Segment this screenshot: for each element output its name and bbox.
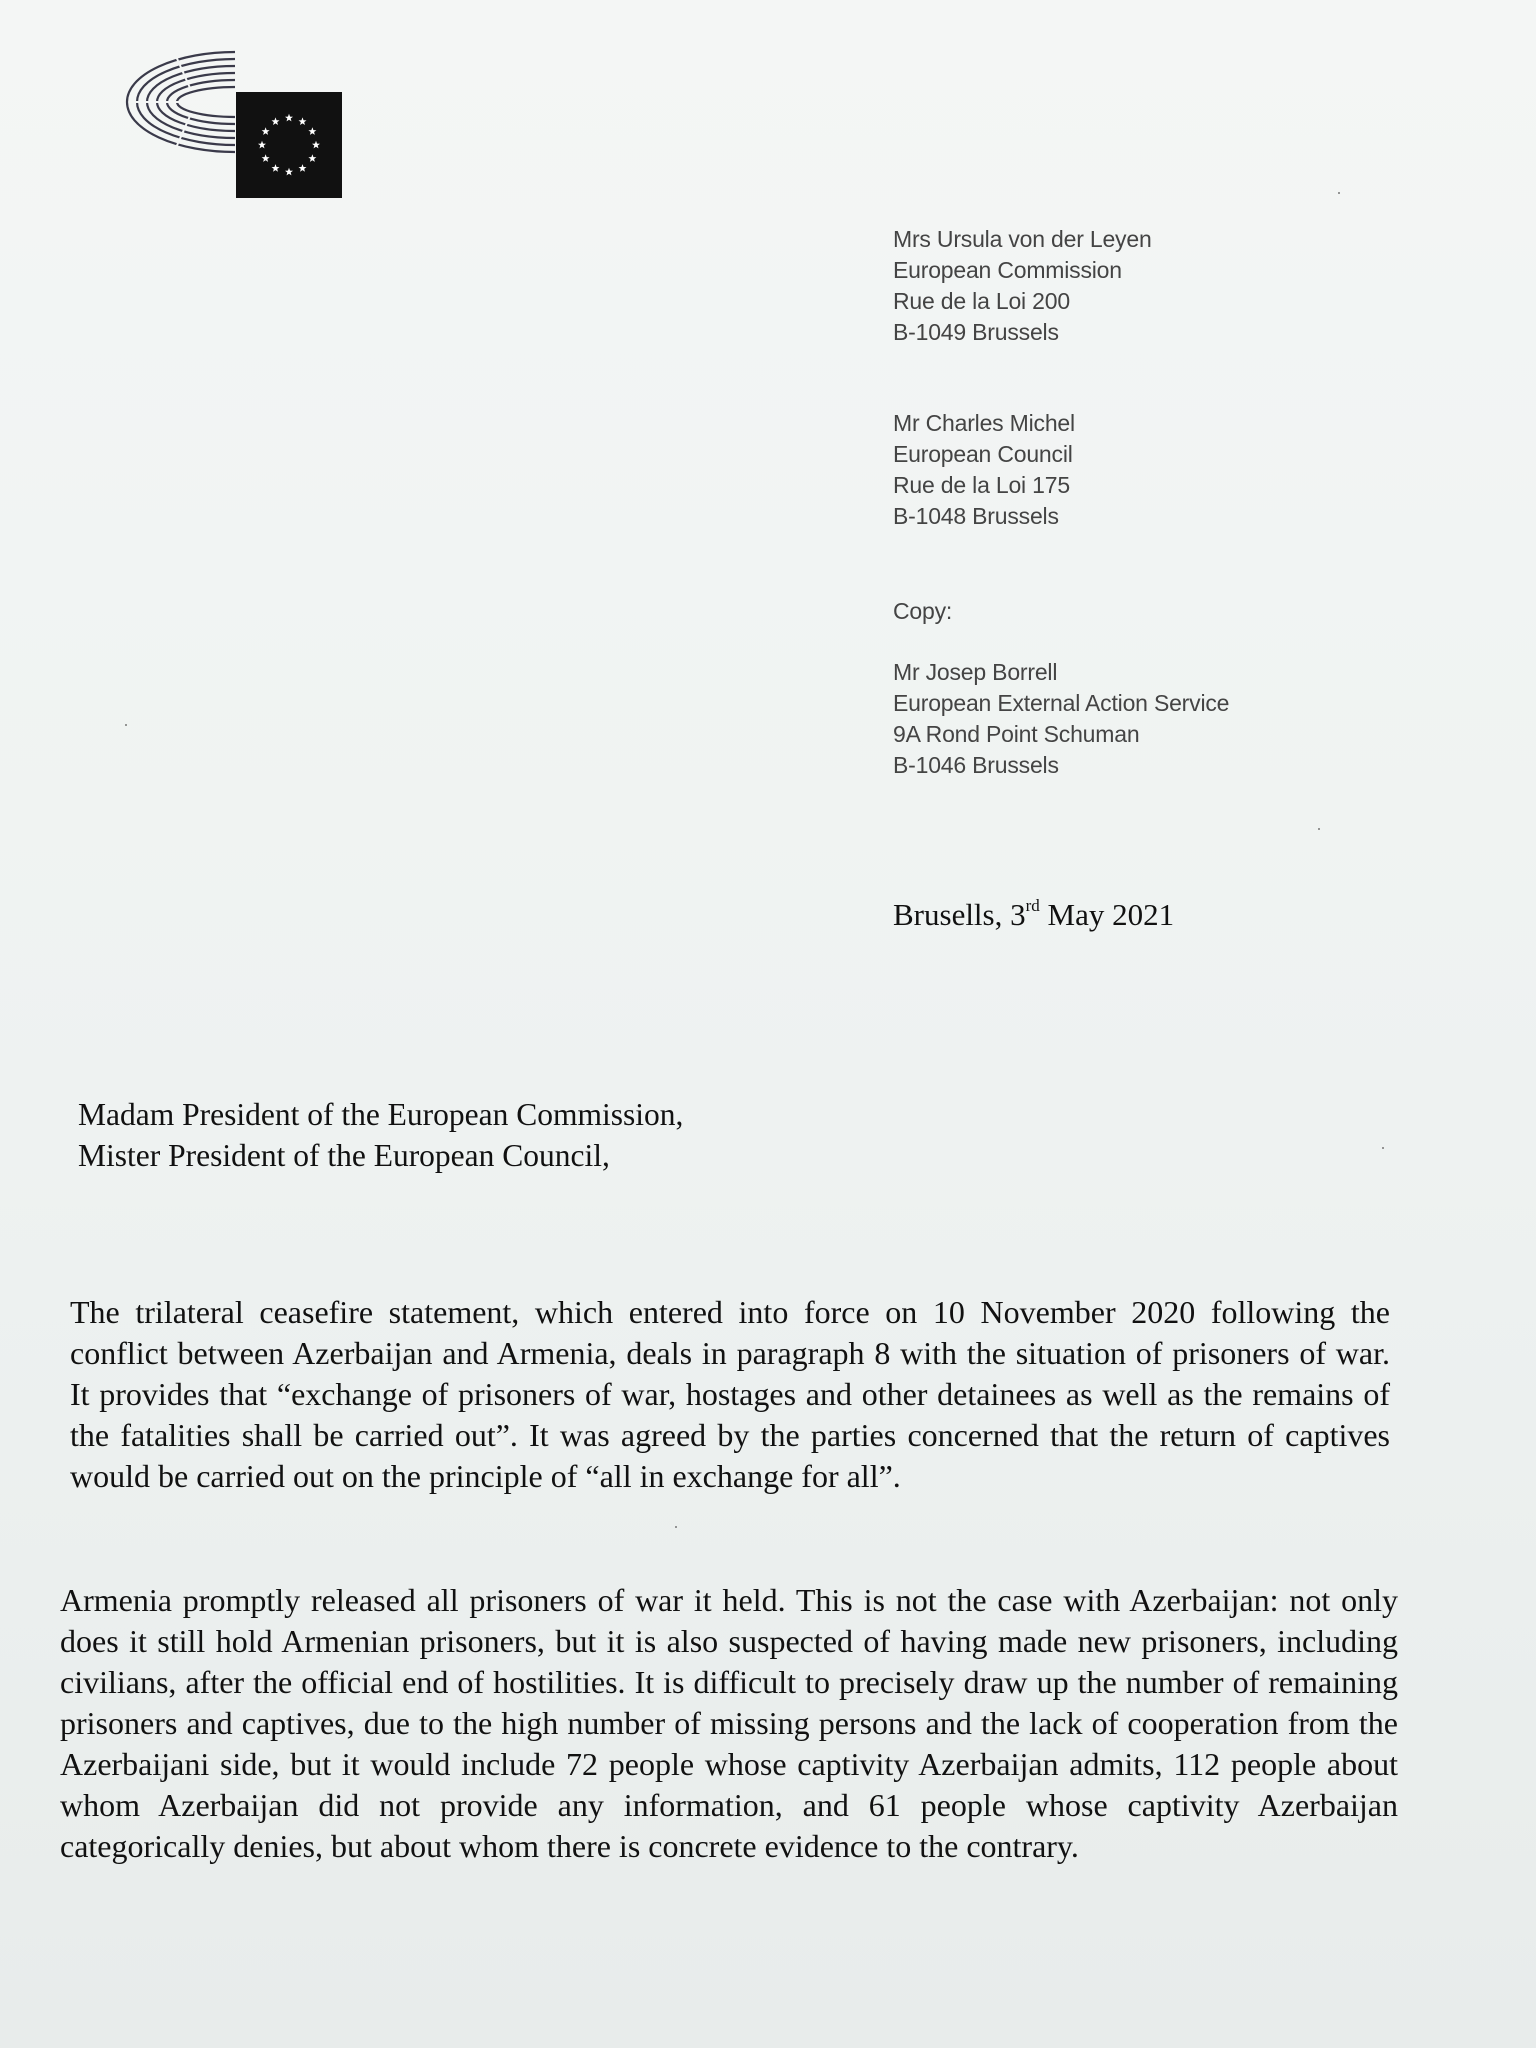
paper-speck (1338, 192, 1340, 194)
eu-star-icon (285, 168, 293, 176)
paper-speck (1382, 1147, 1384, 1149)
recipient-name: Mr Josep Borrell (893, 659, 1058, 685)
recipient-city: B-1048 Brussels (893, 503, 1059, 529)
salutation-line-1: Madam President of the European Commission, (78, 1097, 684, 1132)
hemicycle-icon (115, 40, 245, 165)
paper-speck (1318, 828, 1320, 830)
recipient-street: Rue de la Loi 175 (893, 472, 1070, 498)
recipient-city: B-1046 Brussels (893, 752, 1059, 778)
paper-speck (125, 724, 127, 726)
salutation-line-2: Mister President of the European Council, (78, 1138, 610, 1173)
recipient-institution: European Commission (893, 257, 1122, 283)
recipient-institution: European External Action Service (893, 690, 1230, 716)
body-paragraph-1: The trilateral ceasefire statement, which entered into force on 10 November 2020 following the conflict between Azerbaijan and Armenia, deals in paragraph 8 with the situation of prisoners of war. It provides that “exchange of prisoners of war, hostages and other detainees as well as the remains of the fatalities shall be carried out”. It was agreed by the parties concerned that the return of captives would be carried out on the principle of “all in exchange for all”. (70, 1294, 1390, 1494)
eu-star-icon (258, 141, 266, 149)
eu-star-icon (299, 117, 307, 125)
paper-speck (675, 1526, 677, 1528)
eu-star-icon (312, 141, 320, 149)
recipient-address-2 (893, 408, 1075, 532)
body-paragraph-2: Armenia promptly released all prisoners of war it held. This is not the case with Azerbaijan: not only does it still hold Armenian prisoners, but it is also suspected of having made new prisoners, including civilians, after the official end of hostilities. It is difficult to precisely draw up the number of remaining prisoners and captives, due to the high number of missing persons and the lack of cooperation from the Azerbaijani side, but it would include 72 people whose captivity Azerbaijan admits, 112 people about whom Azerbaijan did not provide any information, and 61 people whose captivity Azerbaijan categorically denies, but about whom there is concrete evidence to the contrary. (60, 1582, 1398, 1864)
eu-star-icon (262, 154, 270, 162)
recipient-city: B-1049 Brussels (893, 319, 1059, 345)
eu-star-icon (308, 127, 316, 135)
date-place-prefix: Brusells, 3 (893, 897, 1026, 932)
eu-star-icon (299, 164, 307, 172)
recipient-street: Rue de la Loi 200 (893, 288, 1070, 314)
place-and-date (893, 897, 1174, 933)
eu-star-icon (308, 154, 316, 162)
recipient-name: Mrs Ursula von der Leyen (893, 226, 1152, 252)
copy-recipient-address (893, 657, 1229, 781)
salutation (78, 1094, 683, 1176)
recipient-address-1 (893, 224, 1152, 348)
date-rest: May 2021 (1039, 897, 1175, 932)
recipient-institution: European Council (893, 441, 1073, 467)
eu-star-icon (262, 127, 270, 135)
recipient-name: Mr Charles Michel (893, 410, 1075, 436)
eu-star-icon (272, 117, 280, 125)
copy-label: Copy: (893, 598, 953, 624)
eu-flag-icon (236, 92, 342, 198)
date-ordinal-suffix: rd (1025, 896, 1040, 915)
european-parliament-logo (115, 40, 345, 165)
eu-star-icon (285, 114, 293, 122)
eu-star-icon (272, 164, 280, 172)
recipient-street: 9A Rond Point Schuman (893, 721, 1140, 747)
